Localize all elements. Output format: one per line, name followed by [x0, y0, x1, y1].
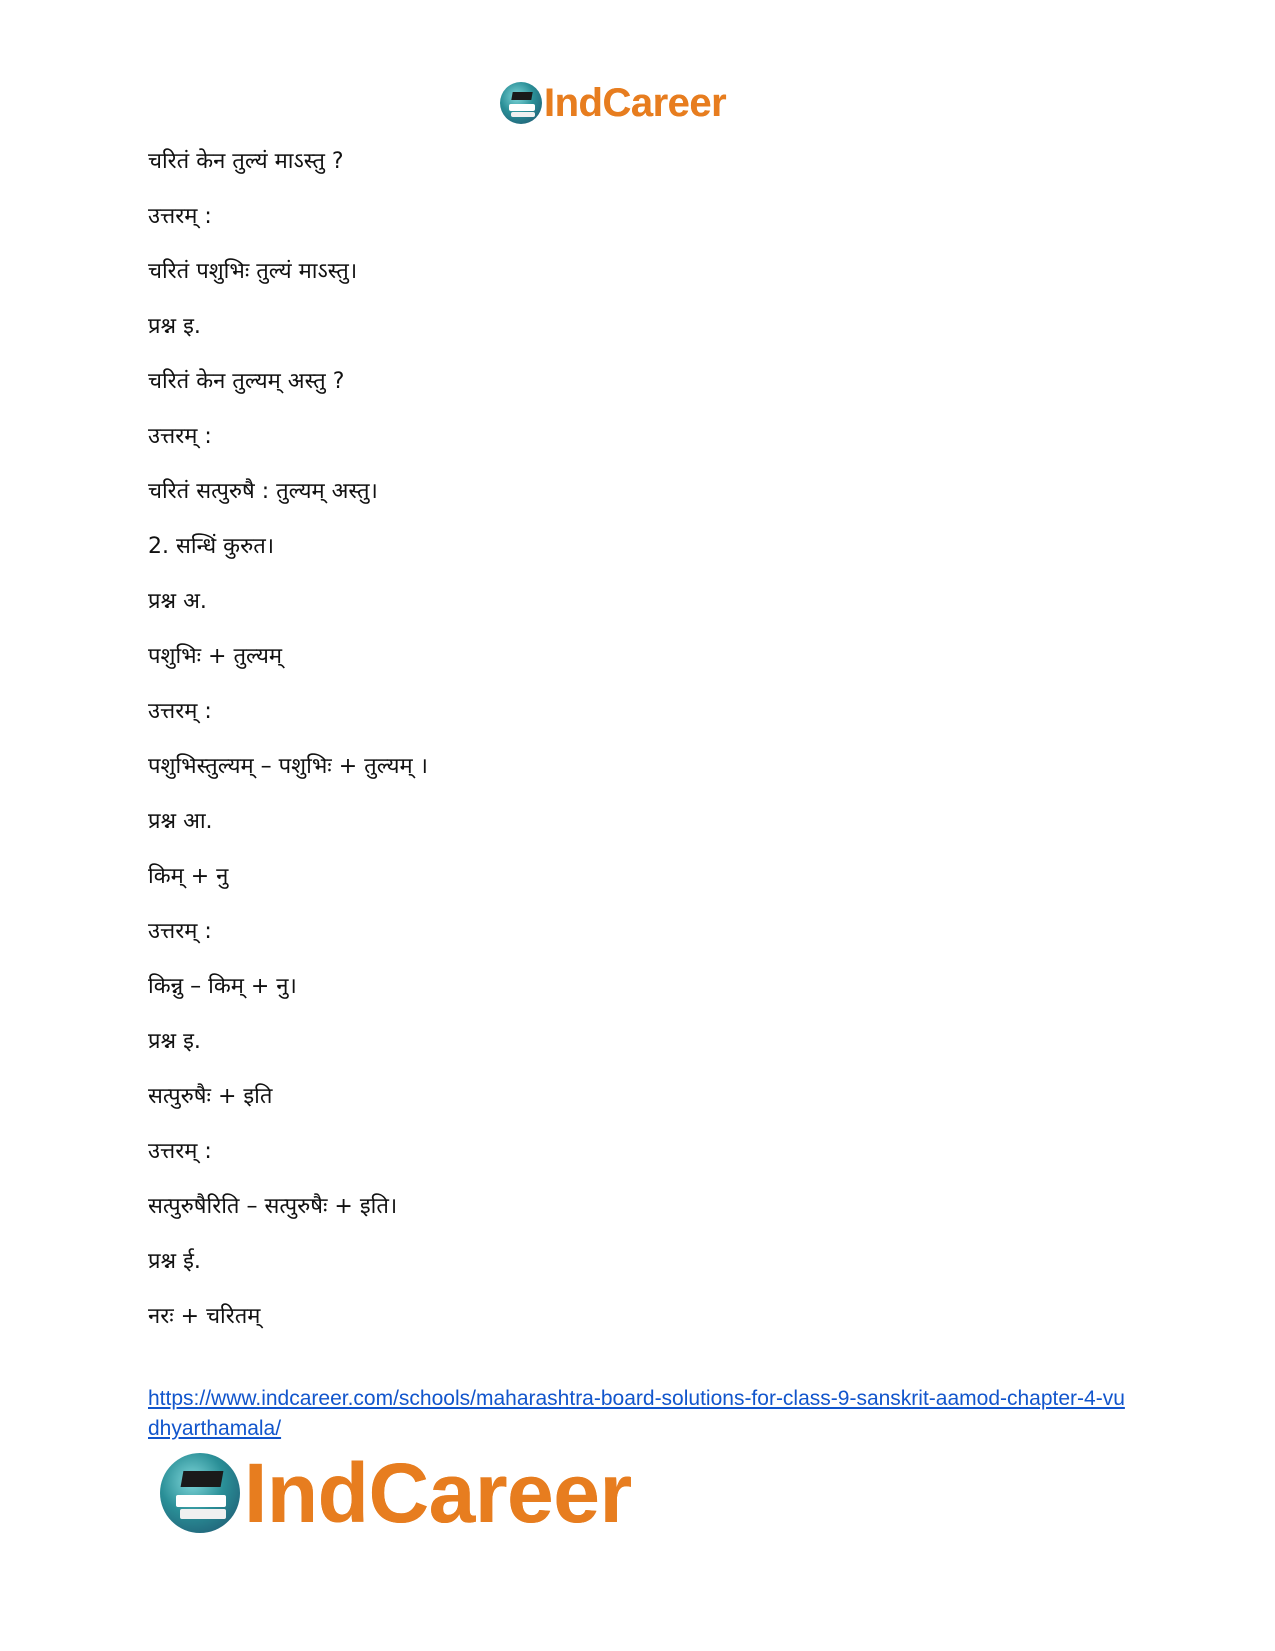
answer-label: उत्तरम् : [148, 699, 212, 724]
header-logo [500, 78, 726, 128]
question-number: प्रश्न आ. [148, 809, 213, 834]
answer-label: उत्तरम् : [148, 424, 212, 449]
header-logo-text: IndCareer [544, 78, 726, 128]
document-body [148, 140, 1128, 1350]
answer-line: किन्नु – किम् + नु। [148, 974, 297, 999]
answer-label: उत्तरम् : [148, 1139, 212, 1164]
question-number: प्रश्न इ. [148, 1029, 201, 1054]
question-line: पशुभिः + तुल्यम् [148, 644, 282, 669]
answer-label: उत्तरम् : [148, 919, 212, 944]
answer-line: पशुभिस्तुल्यम् – पशुभिः + तुल्यम् । [148, 754, 429, 779]
question-number: प्रश्न ई. [148, 1249, 201, 1274]
question-line: नरः + चरितम् [148, 1304, 261, 1329]
answer-line: चरितं पशुभिः तुल्यं माऽस्तु। [148, 259, 358, 284]
question-line: सत्पुरुषैः + इति [148, 1084, 273, 1109]
answer-line: सत्पुरुषैरिति – सत्पुरुषैः + इति। [148, 1194, 398, 1219]
answer-line: चरितं सत्पुरुषै : तुल्यम् अस्तु। [148, 479, 378, 504]
question-number: प्रश्न इ. [148, 314, 201, 339]
question-line: चरितं केन तुल्यम् अस्तु ? [148, 369, 345, 394]
question-line: चरितं केन तुल्यं माऽस्तु ? [148, 149, 344, 174]
question-number: प्रश्न अ. [148, 589, 207, 614]
section-heading: 2. सन्धिं कुरुत। [148, 534, 275, 559]
footer-logo [160, 1448, 632, 1538]
question-line: किम् + नु [148, 864, 229, 889]
footer-logo-text: IndCareer [244, 1446, 632, 1540]
source-url-link[interactable]: https://www.indcareer.com/schools/maharashtra-board-solutions-for-class-9-sanskrit-aamod-chapter-4-vudhyarthamala/ [148, 1387, 1125, 1440]
logo-emblem-icon [160, 1453, 240, 1533]
logo-emblem-icon [500, 82, 542, 124]
answer-label: उत्तरम् : [148, 204, 212, 229]
